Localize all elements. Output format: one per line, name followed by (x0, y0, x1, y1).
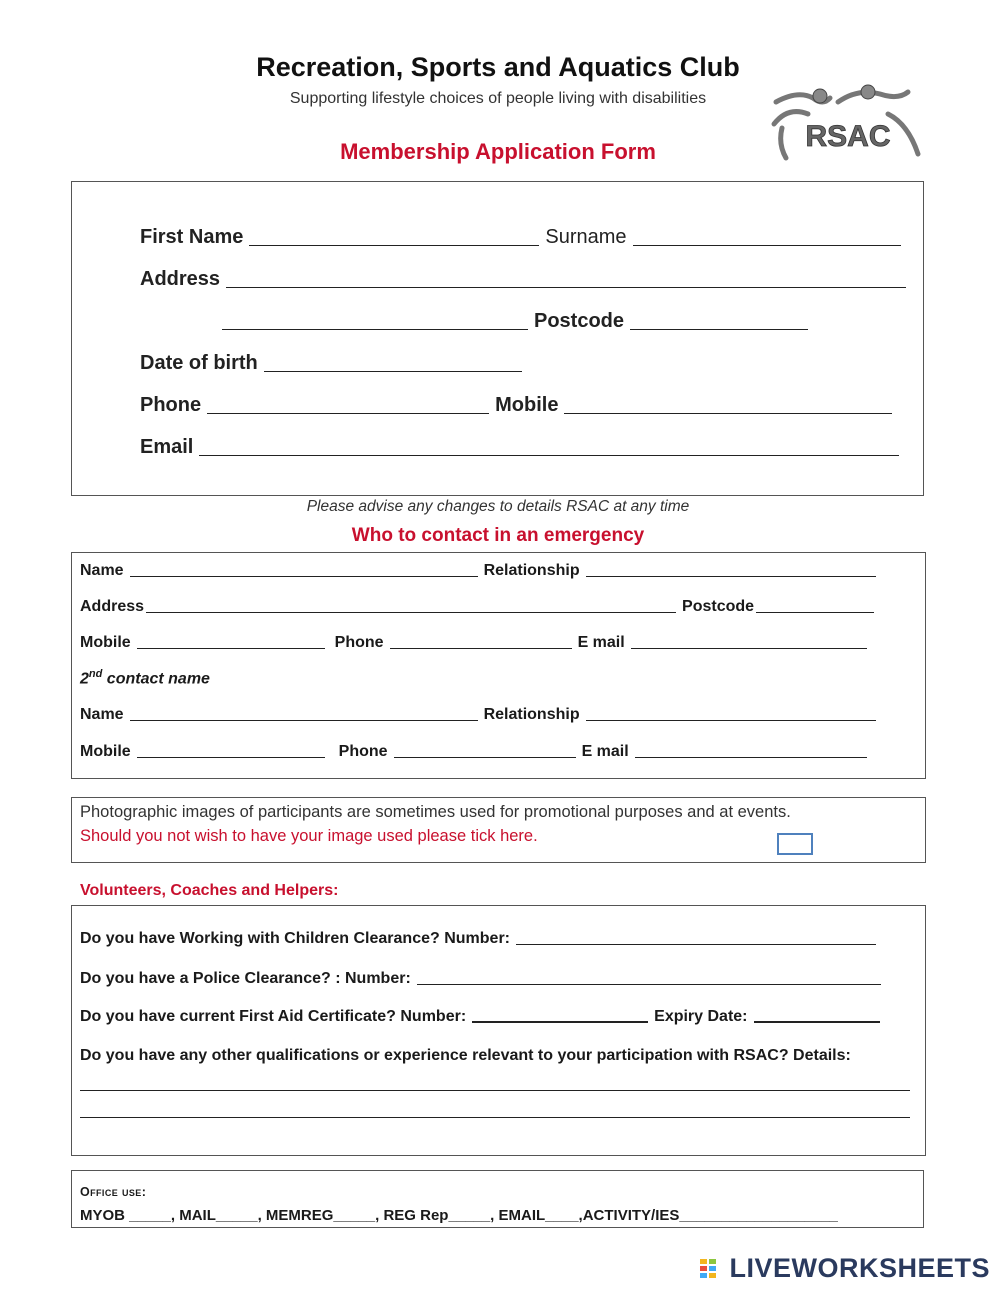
phone-label: Phone (140, 394, 202, 416)
second-contact-ordinal: 2 (80, 670, 89, 688)
address-line2-row (216, 310, 814, 333)
surname-label: Surname (545, 226, 627, 248)
second-phone-field[interactable] (394, 756, 576, 758)
emergency-address-field[interactable] (146, 611, 676, 613)
second-contact-rest: contact name (102, 670, 210, 688)
second-mobile-field[interactable] (137, 756, 325, 758)
photo-optout-checkbox[interactable] (777, 833, 813, 855)
qualifications-row (80, 1047, 851, 1065)
change-notice: Please advise any changes to details RSAC at any time (306, 498, 690, 515)
logo-text: RSAC (805, 120, 891, 153)
second-email-field[interactable] (635, 756, 867, 758)
second-phone-label: Phone (338, 743, 388, 760)
email-field[interactable] (199, 454, 899, 456)
dob-label: Date of birth (140, 352, 258, 374)
liveworksheets-brand (699, 1253, 990, 1284)
club-title: Recreation, Sports and Aquatics Club (256, 52, 740, 82)
address-row (140, 268, 912, 291)
email-row (140, 436, 905, 459)
first-aid-row (80, 1008, 886, 1026)
emergency-contact-row (80, 634, 873, 652)
expiry-date-field[interactable] (754, 1020, 880, 1023)
office-use-line: MYOB _____, MAIL_____, MEMREG_____, REG Rep_____, EMAIL____,ACTIVITY/IES___________________ (80, 1207, 838, 1224)
second-contact-row (80, 743, 873, 761)
emergency-heading: Who to contact in an emergency (351, 525, 645, 546)
qualifications-details-line-1[interactable] (80, 1089, 910, 1091)
club-subtitle: Supporting lifestyle choices of people living with disabilities (289, 90, 707, 107)
expiry-date-label: Expiry Date: (654, 1008, 748, 1025)
second-name-row (80, 706, 882, 724)
emergency-email-label: E mail (577, 634, 625, 651)
address-line2-field[interactable] (222, 328, 528, 330)
emergency-phone-field[interactable] (390, 647, 572, 649)
second-contact-heading (80, 668, 210, 688)
photo-optout-text: Should you not wish to have your image used please tick here. (80, 827, 538, 845)
emergency-postcode-field[interactable] (756, 611, 874, 613)
emergency-name-field[interactable] (130, 575, 478, 577)
first-aid-question: Do you have current First Aid Certificate? Number: (80, 1008, 467, 1025)
emergency-mobile-label: Mobile (80, 634, 131, 651)
second-email-label: E mail (581, 743, 629, 760)
emergency-phone-label: Phone (334, 634, 384, 651)
surname-field[interactable] (633, 244, 901, 246)
second-name-field[interactable] (130, 719, 478, 721)
second-relationship-field[interactable] (586, 719, 876, 721)
police-row (80, 970, 887, 988)
police-number-field[interactable] (417, 983, 881, 985)
first-name-label: First Name (140, 226, 244, 248)
wwc-number-field[interactable] (516, 943, 876, 945)
wwc-row (80, 930, 882, 948)
emergency-address-label: Address (80, 598, 145, 615)
liveworksheets-text: LIVEWORKSHEETS (729, 1253, 990, 1283)
emergency-mobile-field[interactable] (137, 647, 325, 649)
email-label: Email (140, 436, 194, 458)
emergency-name-label: Name (80, 562, 124, 579)
emergency-relationship-field[interactable] (586, 575, 876, 577)
second-name-label: Name (80, 706, 124, 723)
mobile-field[interactable] (564, 412, 892, 414)
phone-row (140, 394, 898, 417)
first-name-row (140, 226, 907, 249)
postcode-field[interactable] (630, 328, 808, 330)
wwc-question: Do you have Working with Children Clearance? Number: (80, 930, 510, 947)
dob-field[interactable] (264, 370, 522, 372)
address-label: Address (140, 268, 221, 290)
liveworksheets-icon (699, 1257, 725, 1281)
second-relationship-label: Relationship (483, 706, 580, 723)
qualifications-question: Do you have any other qualifications or experience relevant to your participation with RSAC? Details: (80, 1047, 851, 1064)
phone-field[interactable] (207, 412, 489, 414)
first-aid-number-field[interactable] (472, 1020, 648, 1023)
mobile-label: Mobile (495, 394, 559, 416)
emergency-postcode-label: Postcode (682, 598, 755, 615)
form-title: Membership Application Form (340, 139, 656, 164)
postcode-label: Postcode (534, 310, 625, 332)
emergency-relationship-label: Relationship (483, 562, 580, 579)
photo-consent-text: Photographic images of participants are sometimes used for promotional purposes and at events. (80, 803, 791, 821)
dob-row (140, 352, 528, 375)
emergency-address-row (80, 598, 880, 616)
second-contact-sup: nd (88, 668, 103, 680)
second-mobile-label: Mobile (80, 743, 131, 760)
emergency-email-field[interactable] (631, 647, 867, 649)
volunteers-heading: Volunteers, Coaches and Helpers: (80, 882, 339, 899)
office-use-heading: Office use: (80, 1185, 147, 1199)
qualifications-details-line-2[interactable] (80, 1116, 910, 1118)
rsac-logo (768, 84, 928, 168)
emergency-name-row (80, 562, 882, 580)
address-field[interactable] (226, 286, 906, 288)
police-question: Do you have a Police Clearance? : Number: (80, 970, 411, 987)
first-name-field[interactable] (249, 244, 539, 246)
